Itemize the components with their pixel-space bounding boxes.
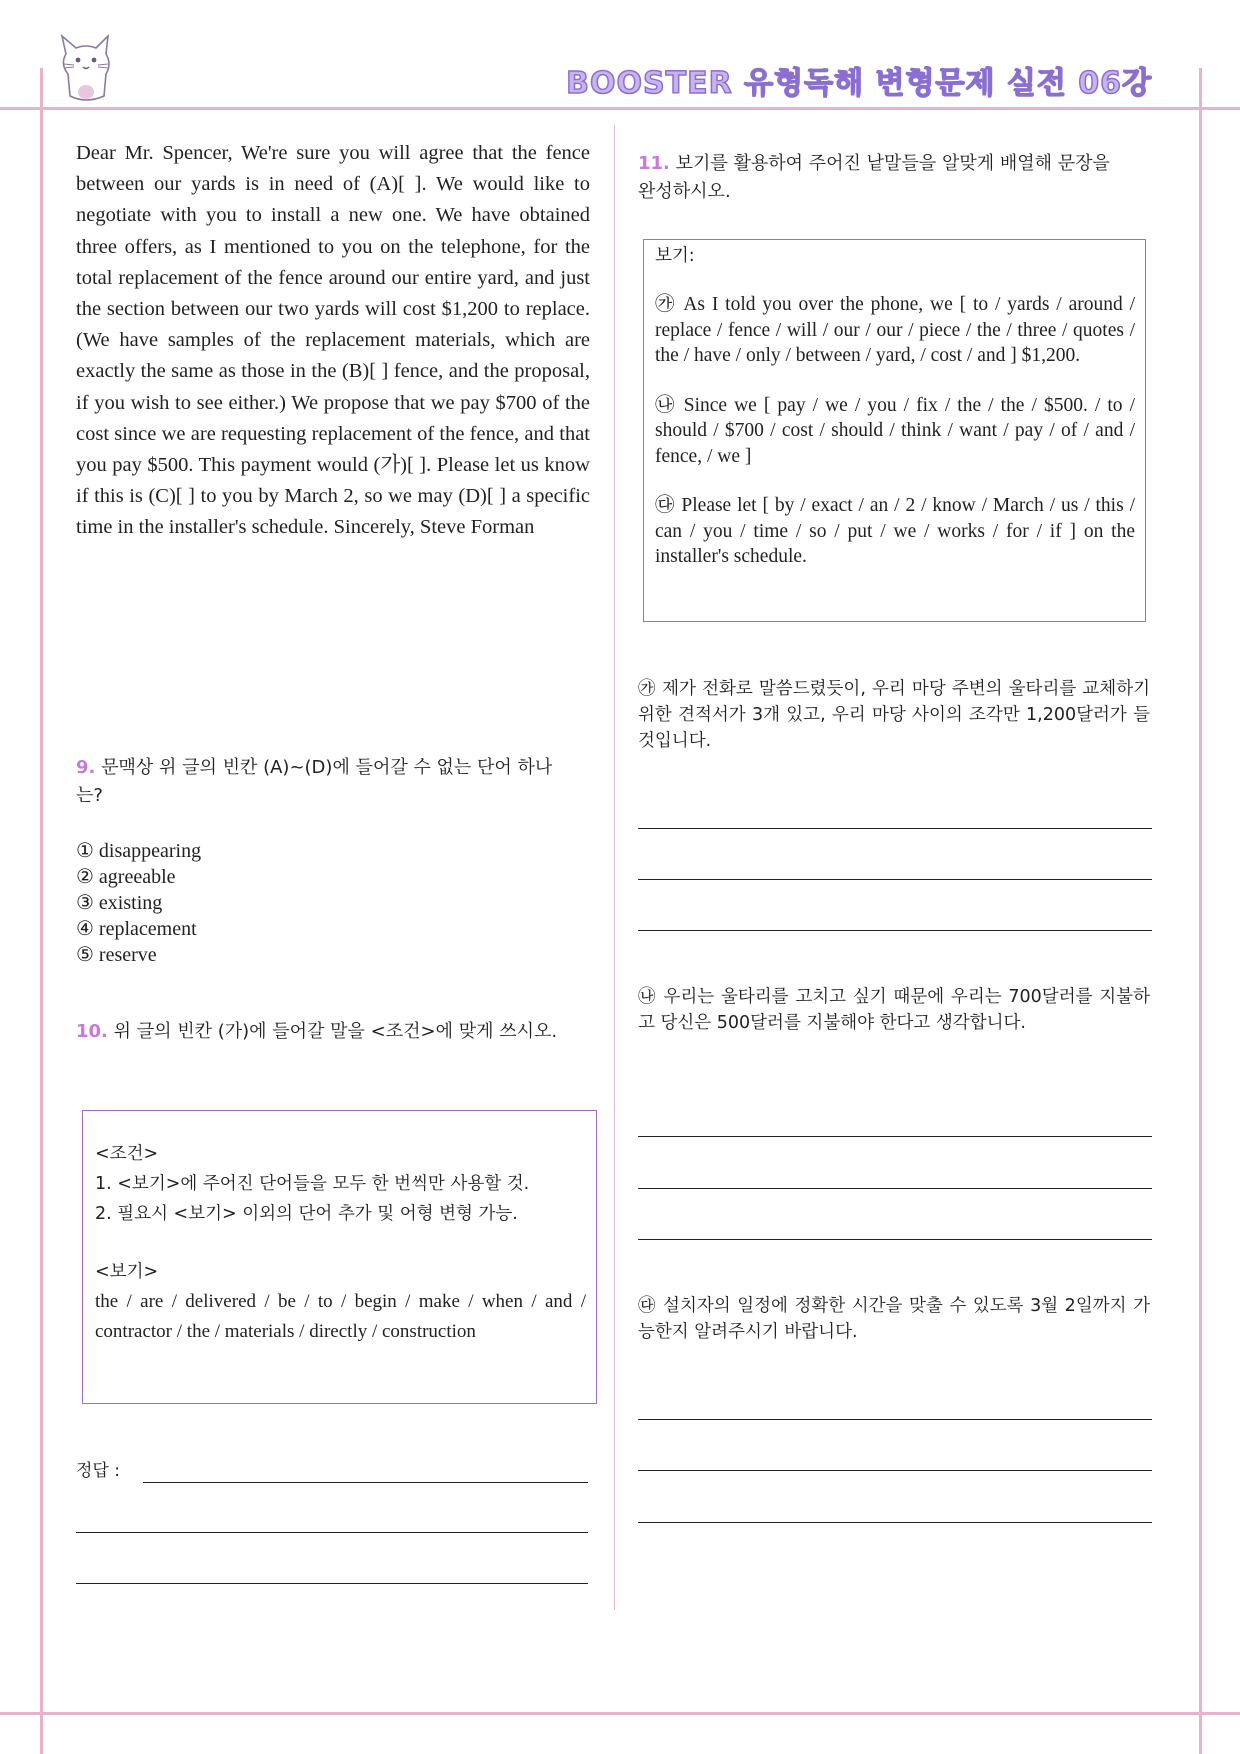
answer-line[interactable] [638, 1136, 1152, 1137]
question-prompt: 보기를 활용하여 주어진 낱말들을 알맞게 배열해 문장을 완성하시오. [638, 153, 1110, 202]
column-divider [614, 125, 615, 1610]
passage-text: Dear Mr. Spencer, We're sure you will agree that the fence between our yards is in need of (A)[ ]. We would like to negotiate with you to install a new one. We have obtained three offers, as I mentioned to you on the telephone, for the total replacement of the fence around our entire yard, and just the section between our two yards will cost $1,200 to replace. (We have samples of the replacement materials, which are exactly the same as those in the (B)[ ] fence, and the proposal, if you wish to see either.) We propose that we pay $700 of the cost since we are requesting replacement of the fence, and that you pay $500. This payment would (가)[ ]. Please let us know if this is (C)[ ] to you by March 2, so we may (D)[ ] a specific time in the installer's schedule. Sincerely, Steve Forman [76, 142, 590, 539]
answer-line[interactable] [638, 1188, 1152, 1189]
question-prompt: 문맥상 위 글의 빈칸 (A)~(D)에 들어갈 수 없는 단어 하나는? [76, 757, 553, 806]
bogi-title: <보기> [95, 1262, 159, 1282]
cat-logo-icon [56, 34, 116, 106]
condition-1: 1. <보기>에 주어진 단어들을 모두 한 번씩만 사용할 것. [95, 1174, 530, 1194]
choice-item[interactable]: ⑤ reserve [76, 944, 157, 966]
korean-sentence-ga: ㉮ 제가 전화로 말씀드렸듯이, 우리 마당 주변의 울타리를 교체하기 위한 견적서가 3개 있고, 우리 마당 사이의 조각만 1,200달러가 들 것입니다. [638, 679, 1150, 751]
question-number: 11. [638, 153, 670, 174]
condition-title: <조건> [95, 1144, 159, 1164]
bogi-item-na: ㉯ Since we [ pay / we / you / fix / the / the / $500. / to / should / $700 / cost / should / think / want / pay / of / and / fence, / we ] [655, 394, 1135, 467]
answer-line[interactable] [143, 1482, 588, 1483]
page-title: BOOSTER 유형독해 변형문제 실전 06강 [566, 66, 1152, 101]
answer-line[interactable] [638, 1419, 1152, 1420]
left-border-line [40, 68, 43, 1754]
choice-item[interactable]: ④ replacement [76, 918, 197, 940]
answer-line[interactable] [638, 930, 1152, 931]
bogi-box [643, 239, 1146, 622]
question-11 [638, 150, 1128, 206]
choice-list [76, 838, 201, 968]
top-border-line [0, 107, 1240, 110]
korean-sentence-na: ㉯ 우리는 울타리를 고치고 싶기 때문에 우리는 700달러를 지불하고 당신은 500달러를 지불해야 한다고 생각합니다. [638, 987, 1150, 1033]
bottom-border-line [0, 1712, 1240, 1715]
question-10 [76, 1018, 586, 1046]
right-border-line [1199, 68, 1202, 1754]
bogi-item-da: ㉰ Please let [ by / exact / an / 2 / know / March / us / this / can / you / time / so / put / we / works / for / if ] on the installer's schedule. [655, 495, 1135, 567]
answer-line[interactable] [638, 1470, 1152, 1471]
answer-line[interactable] [638, 1522, 1152, 1523]
question-number: 9. [76, 757, 96, 778]
answer-line[interactable] [76, 1583, 588, 1584]
bogi-item-ga: ㉮ As I told you over the phone, we [ to / yards / around / replace / fence / will / our / our / piece / the / three / quotes / the / have / only / between / yard, / cost / and ] $1,200. [655, 294, 1135, 366]
question-number: 10. [76, 1021, 108, 1042]
question-9 [76, 754, 566, 810]
answer-line[interactable] [76, 1532, 588, 1533]
choice-item[interactable]: ① disappearing [76, 840, 202, 862]
condition-box [82, 1110, 597, 1404]
answer-line[interactable] [638, 828, 1152, 829]
bogi-words: the / are / delivered / be / to / begin / make / when / and / contractor / the / materials / directly / construction [95, 1291, 586, 1342]
choice-item[interactable]: ② agreeable [76, 866, 176, 888]
korean-sentence-da: ㉰ 설치자의 일정에 정확한 시간을 맞출 수 있도록 3월 2일까지 가능한지 알려주시기 바랍니다. [638, 1296, 1150, 1342]
choice-item[interactable]: ③ existing [76, 892, 163, 914]
answer-line[interactable] [638, 879, 1152, 880]
question-prompt: 위 글의 빈칸 (가)에 들어갈 말을 <조건>에 맞게 쓰시오. [113, 1021, 558, 1042]
answer-label: 정답 : [76, 1461, 120, 1481]
answer-line[interactable] [638, 1239, 1152, 1240]
condition-2: 2. 필요시 <보기> 이외의 단어 추가 및 어형 변형 가능. [95, 1204, 518, 1224]
bogi-label: 보기: [655, 246, 695, 266]
